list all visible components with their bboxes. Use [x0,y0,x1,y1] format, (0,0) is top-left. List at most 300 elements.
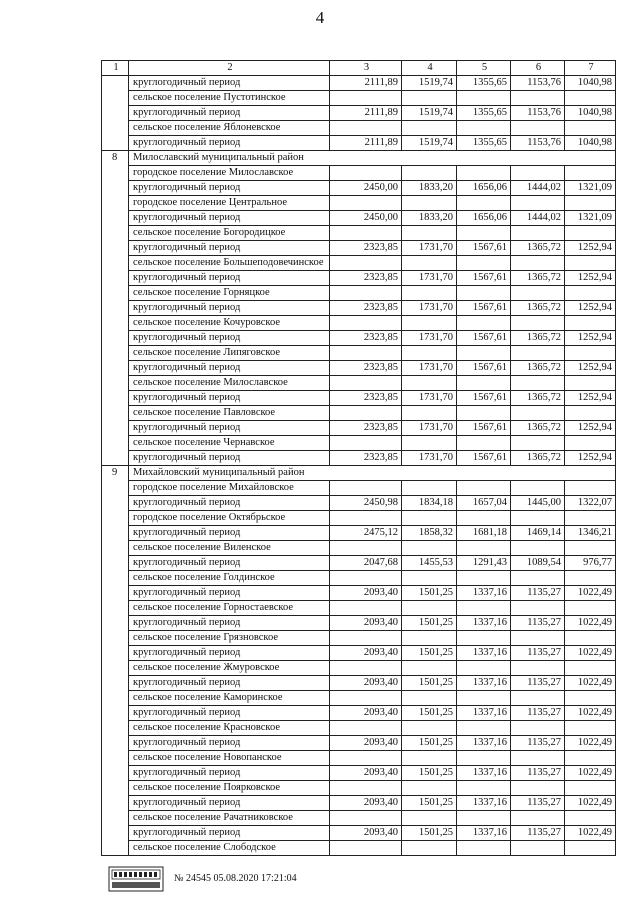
empty-cell [565,196,616,211]
tariff-value: 1135,27 [511,766,565,781]
empty-cell [511,721,565,736]
settlement-name: сельское поселение Яблоневское [129,121,330,136]
period-row [102,136,616,151]
settlement-row [102,346,616,361]
empty-cell [330,511,402,526]
settlement-row [102,511,616,526]
period-row [102,496,616,511]
empty-cell [565,511,616,526]
empty-cell [402,91,457,106]
settlement-row [102,781,616,796]
empty-cell [402,346,457,361]
tariff-value: 2450,00 [330,211,402,226]
period-row [102,451,616,466]
settlement-name: сельское поселение Рачатниковское [129,811,330,826]
tariff-value: 1337,16 [457,586,511,601]
empty-cell [565,481,616,496]
empty-cell [457,346,511,361]
tariff-value: 1135,27 [511,796,565,811]
tariff-value: 1656,06 [457,181,511,196]
settlement-row [102,121,616,136]
empty-cell [330,346,402,361]
empty-cell [511,631,565,646]
empty-cell [457,541,511,556]
empty-cell [402,811,457,826]
tariff-value: 1040,98 [565,136,616,151]
tariff-value: 2323,85 [330,331,402,346]
empty-cell [565,346,616,361]
empty-cell [457,196,511,211]
empty-cell [565,781,616,796]
settlement-name: городское поселение Михайловское [129,481,330,496]
tariff-value: 1355,65 [457,136,511,151]
tariff-value: 1501,25 [402,706,457,721]
tariff-value: 1040,98 [565,76,616,91]
period-label: круглогодичный период [129,241,330,256]
tariff-value: 1022,49 [565,676,616,691]
document-timestamp: 05.08.2020 17:21:04 [213,873,297,884]
period-row [102,676,616,691]
tariff-value: 1858,32 [402,526,457,541]
empty-cell [402,601,457,616]
empty-cell [457,781,511,796]
tariff-value: 2093,40 [330,616,402,631]
settlement-row [102,571,616,586]
period-row [102,586,616,601]
period-label: круглогодичный период [129,106,330,121]
tariff-value: 1337,16 [457,826,511,841]
tariff-value: 1365,72 [511,421,565,436]
period-label: круглогодичный период [129,136,330,151]
period-label: круглогодичный период [129,796,330,811]
tariff-value: 1731,70 [402,451,457,466]
empty-cell [457,751,511,766]
period-label: круглогодичный период [129,676,330,691]
empty-cell [511,226,565,241]
section-index [102,76,129,151]
empty-cell [511,601,565,616]
empty-cell [565,661,616,676]
tariff-value: 2450,00 [330,181,402,196]
empty-cell [402,406,457,421]
empty-cell [511,346,565,361]
period-row [102,421,616,436]
empty-cell [402,286,457,301]
empty-cell [457,436,511,451]
empty-cell [511,166,565,181]
tariff-value: 1567,61 [457,421,511,436]
tariff-value: 1135,27 [511,706,565,721]
tariff-value: 1022,49 [565,586,616,601]
period-row [102,331,616,346]
period-label: круглогодичный период [129,391,330,406]
empty-cell [402,751,457,766]
tariff-value: 1519,74 [402,136,457,151]
settlement-name: сельское поселение Милославское [129,376,330,391]
settlement-name: сельское поселение Павловское [129,406,330,421]
settlement-name: сельское поселение Кочуровское [129,316,330,331]
empty-cell [330,661,402,676]
tariff-value: 1322,07 [565,496,616,511]
empty-cell [330,166,402,181]
tariff-value: 1731,70 [402,241,457,256]
empty-cell [511,481,565,496]
empty-cell [457,631,511,646]
tariff-value: 2093,40 [330,676,402,691]
empty-cell [457,481,511,496]
empty-cell [511,286,565,301]
period-row [102,736,616,751]
section-index: 9 [102,466,129,856]
document-registration-info [174,873,297,884]
tariff-value: 1291,43 [457,556,511,571]
empty-cell [330,91,402,106]
empty-cell [402,481,457,496]
empty-cell [402,631,457,646]
tariff-value: 1321,09 [565,181,616,196]
empty-cell [330,481,402,496]
empty-cell [402,781,457,796]
tariff-table [101,60,616,856]
tariff-value: 1337,16 [457,706,511,721]
tariff-value: 1455,53 [402,556,457,571]
empty-cell [330,406,402,421]
tariff-value: 2111,89 [330,136,402,151]
period-label: круглогодичный период [129,271,330,286]
settlement-row [102,721,616,736]
tariff-value: 1252,94 [565,331,616,346]
empty-cell [511,511,565,526]
tariff-value: 1519,74 [402,76,457,91]
tariff-value: 1337,16 [457,796,511,811]
empty-cell [565,316,616,331]
settlement-name: сельское поселение Пустотинское [129,91,330,106]
settlement-name: сельское поселение Виленское [129,541,330,556]
tariff-value: 1365,72 [511,241,565,256]
empty-cell [511,436,565,451]
empty-cell [511,661,565,676]
tariff-value: 2093,40 [330,586,402,601]
tariff-value: 1153,76 [511,136,565,151]
tariff-value: 1089,54 [511,556,565,571]
period-row [102,766,616,781]
empty-cell [330,541,402,556]
tariff-value: 1501,25 [402,826,457,841]
tariff-value: 976,77 [565,556,616,571]
settlement-row [102,91,616,106]
settlement-name: сельское поселение Жмуровское [129,661,330,676]
tariff-value: 1337,16 [457,766,511,781]
period-label: круглогодичный период [129,496,330,511]
empty-cell [330,841,402,856]
empty-cell [457,121,511,136]
settlement-name: сельское поселение Каморинское [129,691,330,706]
empty-cell [457,226,511,241]
settlement-name: сельское поселение Липяговское [129,346,330,361]
period-label: круглогодичный период [129,331,330,346]
empty-cell [565,406,616,421]
empty-cell [457,256,511,271]
tariff-value: 2323,85 [330,301,402,316]
tariff-value: 1656,06 [457,211,511,226]
tariff-value: 1252,94 [565,271,616,286]
tariff-value: 1252,94 [565,361,616,376]
period-label: круглогодичный период [129,706,330,721]
settlement-row [102,196,616,211]
period-label: круглогодичный период [129,586,330,601]
empty-cell [457,811,511,826]
empty-cell [565,811,616,826]
tariff-value: 2093,40 [330,736,402,751]
empty-cell [330,196,402,211]
tariff-value: 1365,72 [511,391,565,406]
empty-cell [511,376,565,391]
column-number-header: 3 [330,61,402,76]
period-label: круглогодичный период [129,556,330,571]
empty-cell [511,811,565,826]
column-number-header: 2 [129,61,330,76]
tariff-value: 1135,27 [511,826,565,841]
empty-cell [402,841,457,856]
tariff-value: 1252,94 [565,241,616,256]
tariff-value: 2093,40 [330,706,402,721]
settlement-name: сельское поселение Голдинское [129,571,330,586]
empty-cell [402,571,457,586]
tariff-value: 1731,70 [402,361,457,376]
period-label: круглогодичный период [129,76,330,91]
tariff-value: 1731,70 [402,271,457,286]
tariff-value: 1834,18 [402,496,457,511]
tariff-value: 1501,25 [402,766,457,781]
tariff-value: 1567,61 [457,301,511,316]
empty-cell [402,661,457,676]
empty-cell [457,316,511,331]
period-row [102,796,616,811]
empty-cell [511,571,565,586]
tariff-value: 1501,25 [402,796,457,811]
header-row [102,61,616,76]
empty-cell [565,166,616,181]
empty-cell [402,121,457,136]
settlement-row [102,841,616,856]
tariff-value: 1731,70 [402,421,457,436]
tariff-value: 1365,72 [511,361,565,376]
district-row [102,466,616,481]
tariff-value: 2111,89 [330,106,402,121]
settlement-name: городское поселение Центральное [129,196,330,211]
tariff-value: 1135,27 [511,586,565,601]
settlement-name: сельское поселение Грязновское [129,631,330,646]
registration-stamp-icon [108,866,164,892]
tariff-value: 1337,16 [457,646,511,661]
tariff-value: 1022,49 [565,706,616,721]
empty-cell [457,841,511,856]
district-name: Михайловский муниципальный район [129,466,616,481]
district-name: Милославский муниципальный район [129,151,616,166]
tariff-value: 1567,61 [457,331,511,346]
empty-cell [457,511,511,526]
empty-cell [330,721,402,736]
tariff-value: 1346,21 [565,526,616,541]
period-row [102,241,616,256]
tariff-value: 1501,25 [402,736,457,751]
empty-cell [402,511,457,526]
settlement-name: городское поселение Милославское [129,166,330,181]
tariff-value: 1355,65 [457,76,511,91]
settlement-row [102,256,616,271]
empty-cell [330,376,402,391]
period-row [102,76,616,91]
tariff-value: 1731,70 [402,391,457,406]
period-label: круглогодичный период [129,301,330,316]
tariff-value: 1153,76 [511,106,565,121]
empty-cell [511,841,565,856]
empty-cell [565,841,616,856]
tariff-value: 1444,02 [511,211,565,226]
tariff-value: 1022,49 [565,766,616,781]
tariff-value: 1135,27 [511,736,565,751]
empty-cell [511,541,565,556]
period-row [102,391,616,406]
settlement-name: сельское поселение Горняцкое [129,286,330,301]
tariff-value: 1519,74 [402,106,457,121]
tariff-value: 1365,72 [511,451,565,466]
tariff-value: 1135,27 [511,676,565,691]
empty-cell [565,601,616,616]
empty-cell [457,601,511,616]
empty-cell [565,751,616,766]
empty-cell [330,121,402,136]
period-label: круглогодичный период [129,451,330,466]
empty-cell [565,721,616,736]
empty-cell [511,691,565,706]
settlement-row [102,406,616,421]
empty-cell [511,256,565,271]
settlement-row [102,166,616,181]
tariff-value: 1252,94 [565,391,616,406]
tariff-value: 1501,25 [402,586,457,601]
tariff-value: 2323,85 [330,391,402,406]
period-row [102,526,616,541]
tariff-value: 1337,16 [457,676,511,691]
empty-cell [330,811,402,826]
empty-cell [565,436,616,451]
empty-cell [457,91,511,106]
empty-cell [330,286,402,301]
period-label: круглогодичный период [129,826,330,841]
settlement-name: сельское поселение Богородицкое [129,226,330,241]
period-row [102,301,616,316]
settlement-row [102,376,616,391]
empty-cell [511,781,565,796]
tariff-value: 1355,65 [457,106,511,121]
period-row [102,556,616,571]
document-number: № 24545 [174,873,212,884]
tariff-value: 2450,98 [330,496,402,511]
settlement-name: сельское поселение Поярковское [129,781,330,796]
tariff-value: 1022,49 [565,616,616,631]
empty-cell [457,286,511,301]
period-label: круглогодичный период [129,766,330,781]
empty-cell [402,721,457,736]
tariff-value: 2093,40 [330,826,402,841]
period-label: круглогодичный период [129,361,330,376]
empty-cell [330,751,402,766]
tariff-value: 1337,16 [457,616,511,631]
empty-cell [330,571,402,586]
period-row [102,106,616,121]
settlement-row [102,601,616,616]
tariff-value: 1567,61 [457,451,511,466]
empty-cell [511,316,565,331]
empty-cell [511,751,565,766]
settlement-row [102,631,616,646]
tariff-value: 2047,68 [330,556,402,571]
period-label: круглогодичный период [129,211,330,226]
column-number-header: 7 [565,61,616,76]
empty-cell [402,196,457,211]
empty-cell [330,226,402,241]
empty-cell [565,376,616,391]
tariff-value: 2323,85 [330,271,402,286]
empty-cell [565,691,616,706]
period-row [102,826,616,841]
period-row [102,271,616,286]
tariff-value: 1444,02 [511,181,565,196]
tariff-value: 1567,61 [457,391,511,406]
tariff-value: 1501,25 [402,616,457,631]
settlement-row [102,226,616,241]
tariff-value: 1022,49 [565,736,616,751]
tariff-value: 2475,12 [330,526,402,541]
empty-cell [402,316,457,331]
period-label: круглогодичный период [129,421,330,436]
tariff-value: 2323,85 [330,451,402,466]
settlement-row [102,691,616,706]
empty-cell [457,721,511,736]
settlement-row [102,751,616,766]
tariff-value: 1022,49 [565,646,616,661]
tariff-value: 1252,94 [565,301,616,316]
period-label: круглогодичный период [129,736,330,751]
column-number-header: 6 [511,61,565,76]
empty-cell [330,436,402,451]
period-label: круглогодичный период [129,526,330,541]
tariff-value: 1040,98 [565,106,616,121]
period-label: круглогодичный период [129,616,330,631]
page-number: 4 [315,8,325,27]
tariff-value: 1365,72 [511,271,565,286]
empty-cell [565,226,616,241]
empty-cell [330,781,402,796]
settlement-row [102,481,616,496]
tariff-value: 1135,27 [511,616,565,631]
empty-cell [565,121,616,136]
tariff-value: 1469,14 [511,526,565,541]
empty-cell [565,91,616,106]
empty-cell [565,541,616,556]
tariff-value: 1731,70 [402,331,457,346]
empty-cell [565,631,616,646]
period-row [102,616,616,631]
tariff-value: 1022,49 [565,796,616,811]
settlement-row [102,811,616,826]
empty-cell [457,571,511,586]
tariff-value: 1022,49 [565,826,616,841]
empty-cell [511,406,565,421]
tariff-value: 1365,72 [511,331,565,346]
empty-cell [330,691,402,706]
